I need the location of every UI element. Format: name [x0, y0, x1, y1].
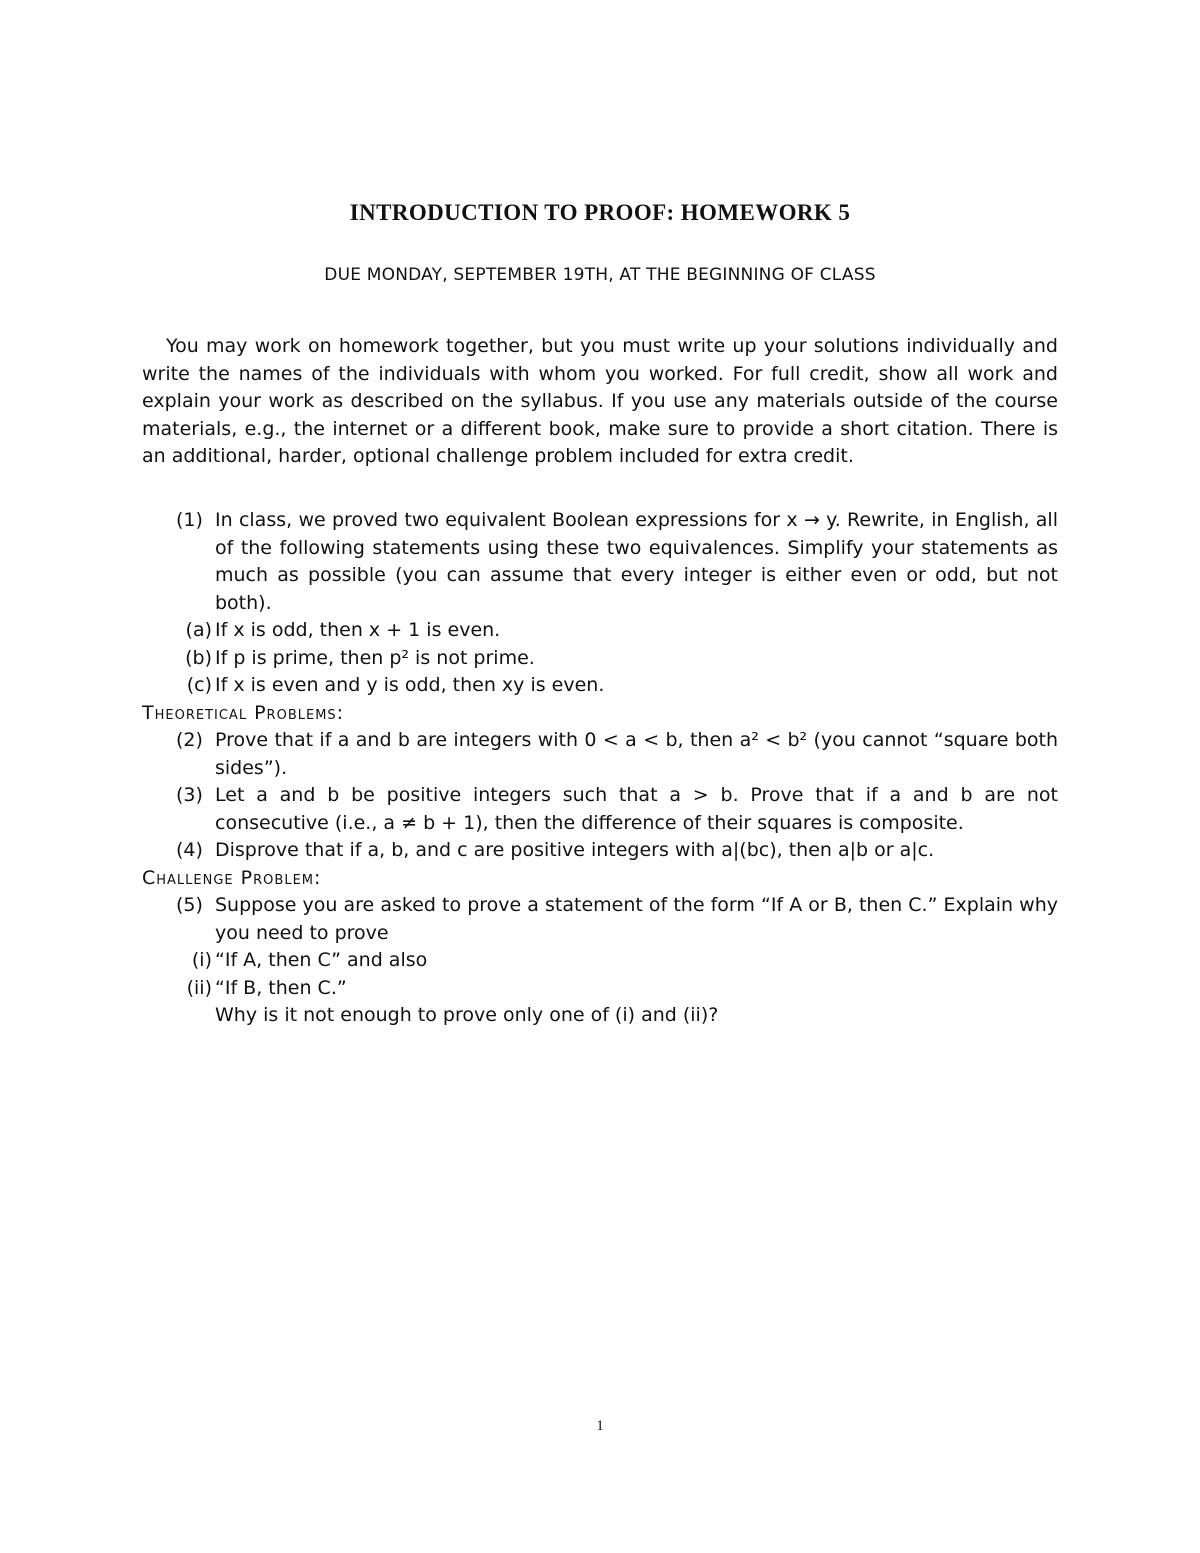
part-label: (a): [185, 619, 212, 641]
part-text: If x is odd, then x + 1 is even.: [215, 619, 501, 641]
problem-number: (1): [176, 509, 203, 531]
problem-4: [142, 837, 1058, 865]
part-text: If p is prime, then p² is not prime.: [215, 646, 535, 669]
part-label: (i): [191, 949, 212, 971]
page-number: 1: [596, 1418, 604, 1434]
problem-text: In class, we proved two equivalent Boolean expressions for x → y. Rewrite, in English, all of the following statements using these two equivalences. Simplify your statements as much as possible (you can assume that every integer is either even or odd, but not both).: [215, 509, 1058, 614]
document-title: INTRODUCTION TO PROOF: HOMEWORK 5: [349, 200, 851, 225]
part-text: “If A, then C” and also: [215, 949, 428, 971]
section-heading-theoretical: Theoretical Problems:: [142, 701, 345, 724]
problem-text: Disprove that if a, b, and c are positive integers with a|(bc), then a|b or a|c.: [215, 839, 935, 861]
instructions-paragraph: You may work on homework together, but you must write up your solutions individually and write the names of the individuals with whom you worked. For full credit, show all work and explain your work as described on the syllabus. If you use any materials outside of the course materials, e.g., the internet or a different book, make sure to provide a short citation. There is an additional, harder, optional challenge problem included for extra credit.: [142, 335, 1058, 467]
problem-3: [142, 782, 1058, 837]
section-heading-challenge: Challenge Problem:: [142, 866, 322, 889]
problem-2: [142, 727, 1058, 782]
problem-list-1: [142, 507, 1058, 1030]
part-label: (ii): [186, 976, 212, 999]
due-date-subtitle: DUE MONDAY, SEPTEMBER 19TH, AT THE BEGINNING OF CLASS: [324, 265, 876, 285]
problem-1-part-a: [142, 617, 1058, 645]
problem-text: Suppose you are asked to prove a statement of the form “If A or B, then C.” Explain why you need to prove: [215, 894, 1058, 944]
part-text: If x is even and y is odd, then xy is even.: [215, 674, 605, 696]
problem-5-part-i: [142, 947, 1058, 975]
problem-5: [142, 892, 1058, 947]
part-label: (c): [186, 674, 212, 696]
problem-1-part-b: [142, 645, 1058, 673]
problem-text: Let a and b be positive integers such that a > b. Prove that if a and b are not consecutive (i.e., a ≠ b + 1), then the difference of their squares is composite.: [215, 784, 1058, 834]
problem-text: Prove that if a and b are integers with 0 < a < b, then a² < b² (you cannot “square both sides”).: [215, 729, 1058, 779]
part-label: (b): [185, 646, 212, 669]
problem-1-part-c: [142, 672, 1058, 700]
problem-number: (4): [176, 839, 203, 861]
closing-question: Why is it not enough to prove only one of (i) and (ii)?: [215, 1004, 719, 1026]
problem-number: (2): [176, 729, 203, 751]
problem-number: (5): [176, 894, 203, 916]
problem-5-closing: [142, 1002, 1058, 1030]
problem-number: (3): [176, 784, 203, 806]
problem-5-part-ii: [142, 975, 1058, 1003]
problem-1: [142, 507, 1058, 617]
part-text: “If B, then C.”: [215, 976, 347, 999]
